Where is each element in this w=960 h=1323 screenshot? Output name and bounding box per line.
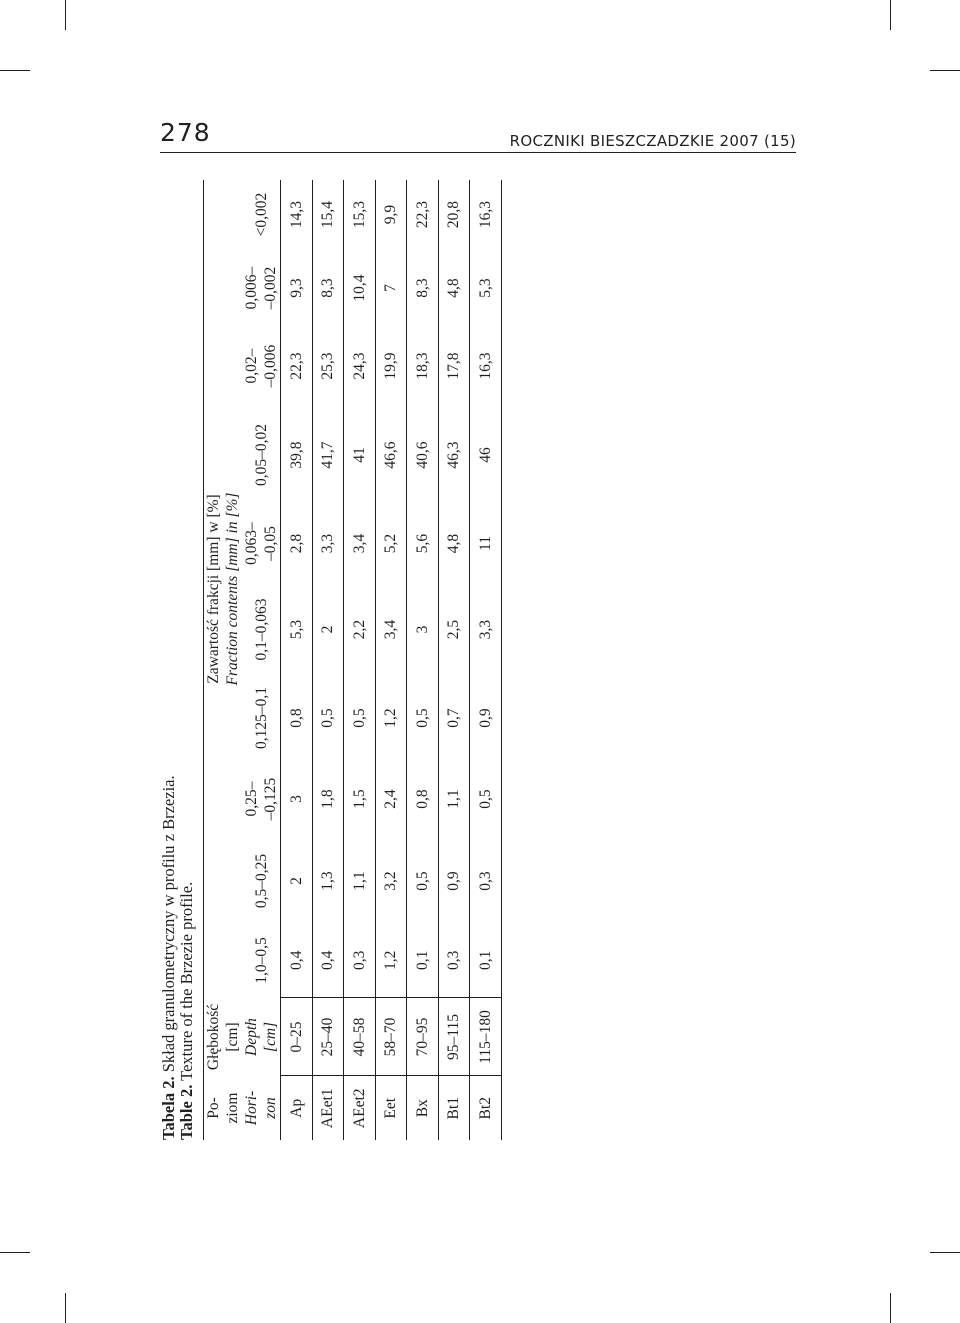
horizon-cell: Bt1 <box>438 1076 470 1140</box>
fraction-label: <0,002 <box>252 192 270 237</box>
depth-header-pl <box>204 998 243 1076</box>
value-cell: 9,3 <box>281 249 313 327</box>
texture-table <box>203 180 502 1140</box>
table-row <box>470 180 502 1140</box>
header-row-1 <box>204 180 243 1140</box>
horizon-header-en-2: zon <box>262 1097 279 1119</box>
horizon-cell: Bx <box>407 1076 439 1140</box>
horizon-cell: AEet1 <box>312 1076 344 1140</box>
value-cell: 3,3 <box>470 582 502 677</box>
fraction-label: –0,125 <box>262 777 279 821</box>
caption-en-text: Texture of the Brzezie profile. <box>177 881 196 1081</box>
horizon-cell: Eet <box>375 1076 407 1140</box>
caption-pl-text: Skład granulometryczny w profilu z Brzezia. <box>159 775 178 1073</box>
fraction-label: 0,05–0,02 <box>252 424 270 486</box>
crop-mark <box>930 70 960 71</box>
depth-header-en-2: [cm] <box>262 1021 279 1053</box>
table-row <box>344 180 376 1140</box>
value-cell: 41 <box>344 405 376 505</box>
page-number: 278 <box>160 118 211 147</box>
value-cell: 0,7 <box>438 677 470 759</box>
table-row <box>438 180 470 1140</box>
value-cell: 2 <box>312 582 344 677</box>
crop-mark <box>65 1293 66 1323</box>
journal-title: ROCZNIKI BIESZCZADZKIE 2007 (15) <box>509 132 796 150</box>
caption-en <box>178 180 196 1140</box>
value-cell: 20,8 <box>438 180 470 249</box>
depth-header-pl-1: Głębokość <box>205 1003 222 1071</box>
value-cell: 7 <box>375 249 407 327</box>
value-cell: 16,3 <box>470 327 502 405</box>
value-cell: 0,9 <box>438 839 470 923</box>
value-cell: 0,8 <box>281 677 313 759</box>
value-cell: 0,4 <box>312 923 344 998</box>
value-cell: 0,5 <box>407 677 439 759</box>
value-cell: 18,3 <box>407 327 439 405</box>
value-cell: 2,8 <box>281 505 313 582</box>
fraction-header <box>242 677 281 759</box>
fraction-header <box>242 923 281 998</box>
value-cell: 19,9 <box>375 327 407 405</box>
value-cell: 40,6 <box>407 405 439 505</box>
value-cell: 39,8 <box>281 405 313 505</box>
value-cell: 8,3 <box>407 249 439 327</box>
table-caption <box>160 180 196 1140</box>
value-cell: 46,3 <box>438 405 470 505</box>
value-cell: 22,3 <box>281 327 313 405</box>
fraction-label: 0,063– <box>243 522 260 565</box>
value-cell: 3,2 <box>375 839 407 923</box>
value-cell: 5,6 <box>407 505 439 582</box>
value-cell: 24,3 <box>344 327 376 405</box>
value-cell: 9,9 <box>375 180 407 249</box>
depth-cell: 25–40 <box>312 998 344 1076</box>
value-cell: 15,3 <box>344 180 376 249</box>
crop-mark <box>0 1252 30 1253</box>
fraction-label: 0,1–0,063 <box>252 598 270 661</box>
table-row <box>281 180 313 1140</box>
fraction-label: 1,0–0,5 <box>252 937 270 984</box>
header-rule <box>160 152 796 153</box>
fraction-label: 0,25– <box>243 781 260 817</box>
value-cell: 5,3 <box>470 249 502 327</box>
value-cell: 17,8 <box>438 327 470 405</box>
depth-cell: 58–70 <box>375 998 407 1076</box>
fraction-header <box>242 180 281 249</box>
value-cell: 5,3 <box>281 582 313 677</box>
caption-pl <box>160 180 178 1140</box>
depth-header-pl-2: [cm] <box>224 1022 241 1052</box>
value-cell: 14,3 <box>281 180 313 249</box>
value-cell: 0,3 <box>344 923 376 998</box>
crop-mark <box>890 1293 891 1323</box>
depth-header-en-1: Depth <box>243 1018 260 1056</box>
horizon-cell: Bt2 <box>470 1076 502 1140</box>
value-cell: 3,3 <box>312 505 344 582</box>
value-cell: 1,1 <box>438 759 470 839</box>
depth-cell: 95–115 <box>438 998 470 1076</box>
value-cell: 5,2 <box>375 505 407 582</box>
fraction-label: 0,006– <box>243 266 260 310</box>
value-cell: 0,5 <box>344 677 376 759</box>
value-cell: 25,3 <box>312 327 344 405</box>
value-cell: 2,4 <box>375 759 407 839</box>
value-cell: 46,6 <box>375 405 407 505</box>
fraction-label: –0,002 <box>262 266 279 310</box>
fraction-label: 0,5–0,25 <box>252 853 270 909</box>
value-cell: 4,8 <box>438 505 470 582</box>
depth-cell: 115–180 <box>470 998 502 1076</box>
value-cell: 10,4 <box>344 249 376 327</box>
horizon-header-pl-1: Po- <box>205 1097 222 1119</box>
caption-en-label: Table 2. <box>177 1084 196 1140</box>
value-cell: 1,1 <box>344 839 376 923</box>
horizon-header-en-1: Hori- <box>243 1090 260 1126</box>
fraction-header <box>242 249 281 327</box>
crop-mark <box>890 0 891 30</box>
value-cell: 1,2 <box>375 677 407 759</box>
table-row <box>312 180 344 1140</box>
depth-header-en <box>242 998 281 1076</box>
depth-cell: 40–58 <box>344 998 376 1076</box>
crop-mark <box>65 0 66 30</box>
fraction-header <box>242 759 281 839</box>
value-cell: 2,2 <box>344 582 376 677</box>
depth-cell: 0–25 <box>281 998 313 1076</box>
fraction-label: 0,125–0,1 <box>252 687 270 749</box>
value-cell: 0,1 <box>470 923 502 998</box>
value-cell: 1,5 <box>344 759 376 839</box>
value-cell: 3,4 <box>375 582 407 677</box>
fraction-label: –0,006 <box>262 344 279 388</box>
value-cell: 15,4 <box>312 180 344 249</box>
crop-mark <box>0 70 30 71</box>
value-cell: 4,8 <box>438 249 470 327</box>
value-cell: 3,4 <box>344 505 376 582</box>
value-cell: 46 <box>470 405 502 505</box>
value-cell: 0,4 <box>281 923 313 998</box>
fraction-label: 0,02– <box>243 348 260 384</box>
fraction-header <box>242 839 281 923</box>
value-cell: 1,8 <box>312 759 344 839</box>
value-cell: 0,1 <box>407 923 439 998</box>
value-cell: 22,3 <box>407 180 439 249</box>
fraction-group-header <box>204 180 243 998</box>
value-cell: 2 <box>281 839 313 923</box>
depth-cell: 70–95 <box>407 998 439 1076</box>
value-cell: 0,3 <box>438 923 470 998</box>
horizon-cell: AEet2 <box>344 1076 376 1140</box>
table-row <box>375 180 407 1140</box>
horizon-cell: Ap <box>281 1076 313 1140</box>
value-cell: 3 <box>281 759 313 839</box>
fraction-group-pl: Zawartość frakcji [mm] w [%] <box>205 494 222 684</box>
fraction-header <box>242 505 281 582</box>
value-cell: 1,3 <box>312 839 344 923</box>
value-cell: 0,8 <box>407 759 439 839</box>
value-cell: 0,5 <box>312 677 344 759</box>
horizon-header-en <box>242 1076 281 1140</box>
rotated-table-block <box>160 180 560 1140</box>
fraction-header <box>242 582 281 677</box>
value-cell: 0,5 <box>470 759 502 839</box>
horizon-header-pl-2: ziom <box>224 1092 241 1124</box>
value-cell: 0,5 <box>407 839 439 923</box>
value-cell: 0,3 <box>470 839 502 923</box>
fraction-header <box>242 327 281 405</box>
value-cell: 1,2 <box>375 923 407 998</box>
fraction-group-en: Fraction contents [mm] in [%] <box>224 492 241 686</box>
value-cell: 2,5 <box>438 582 470 677</box>
fraction-label: –0,05 <box>262 526 279 561</box>
crop-mark <box>930 1252 960 1253</box>
value-cell: 8,3 <box>312 249 344 327</box>
header-row-2 <box>242 180 281 1140</box>
value-cell: 3 <box>407 582 439 677</box>
value-cell: 41,7 <box>312 405 344 505</box>
table-row <box>407 180 439 1140</box>
fraction-header <box>242 405 281 505</box>
value-cell: 11 <box>470 505 502 582</box>
value-cell: 0,9 <box>470 677 502 759</box>
caption-pl-label: Tabela 2. <box>159 1076 178 1140</box>
horizon-header-pl <box>204 1076 243 1140</box>
table-body <box>281 180 502 1140</box>
value-cell: 16,3 <box>470 180 502 249</box>
